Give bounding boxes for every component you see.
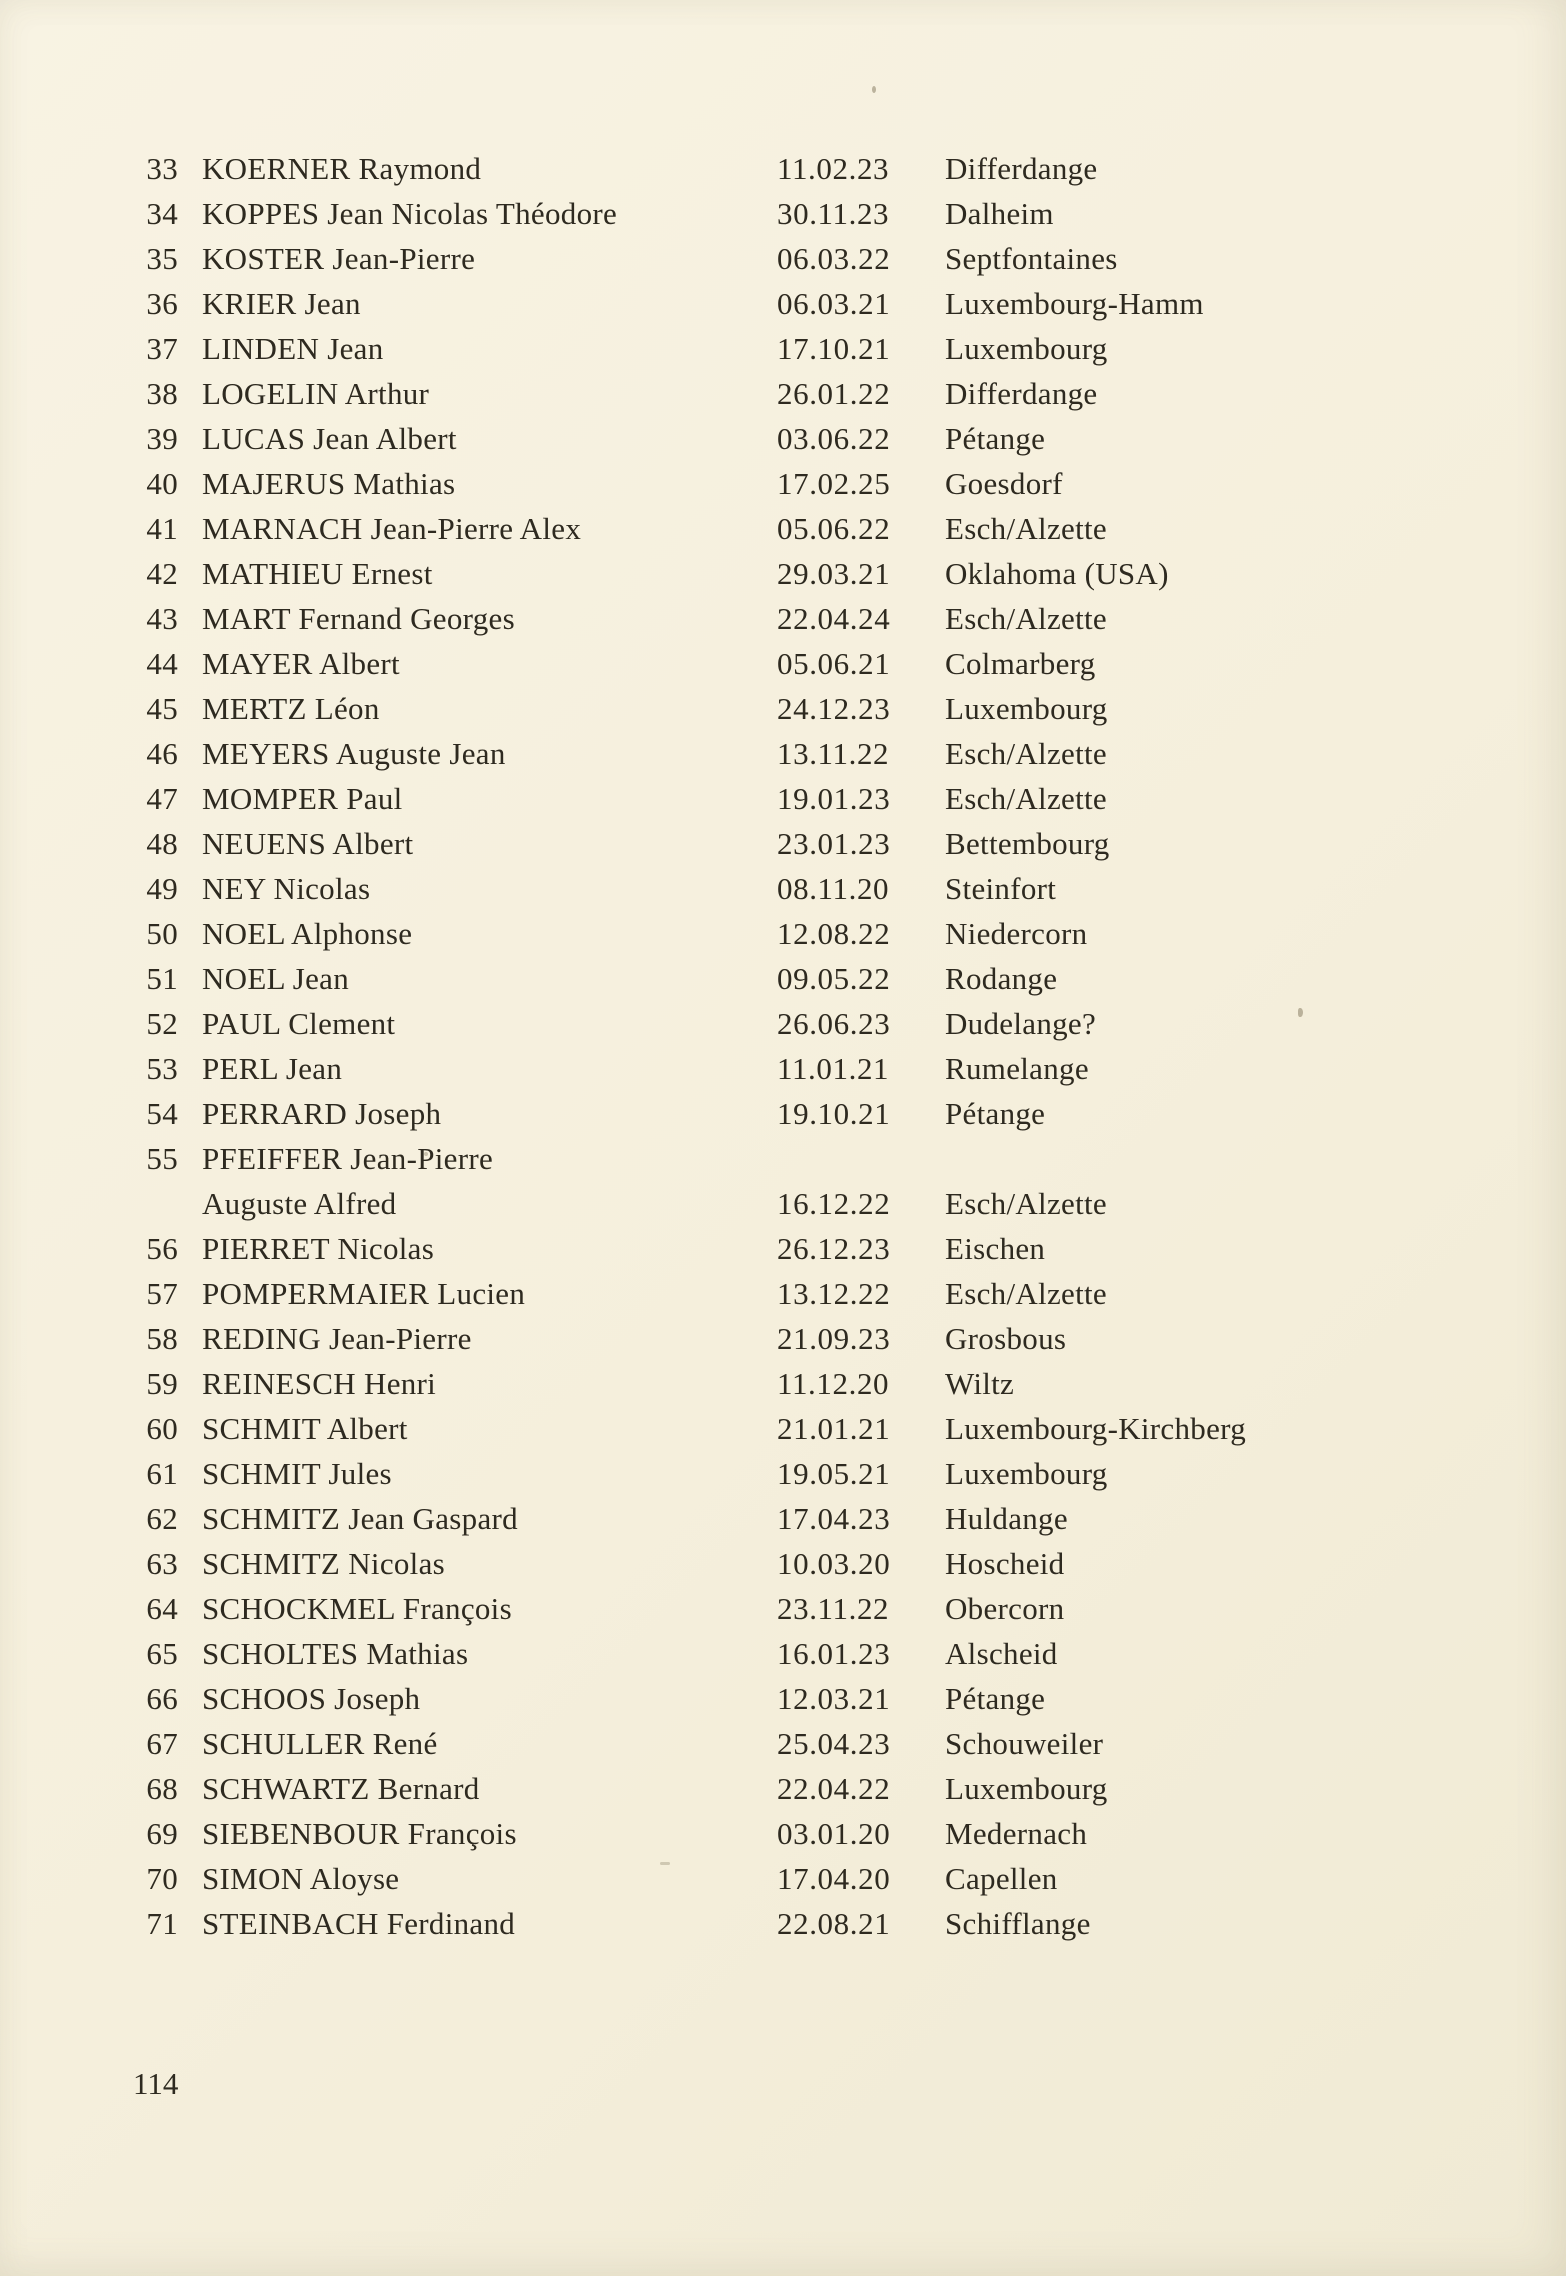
entry-row	[0, 691, 1566, 736]
entry-date: 26.01.22	[777, 376, 891, 411]
entry-number: 47	[146, 781, 178, 816]
entry-date: 13.11.22	[777, 736, 890, 771]
entry-date: 11.12.20	[777, 1366, 890, 1401]
entry-name: SCHOOS Joseph	[202, 1681, 421, 1716]
entry-name: SIMON Aloyse	[202, 1861, 400, 1896]
entry-place: Pétange	[945, 421, 1046, 456]
entry-number: 39	[146, 421, 178, 456]
entry-number: 40	[146, 466, 178, 501]
entry-place: Eischen	[945, 1231, 1046, 1266]
entry-place: Septfontaines	[945, 241, 1118, 276]
entry-place: Wiltz	[945, 1366, 1015, 1401]
entry-number: 51	[146, 961, 178, 996]
entry-date: 16.12.22	[777, 1186, 891, 1221]
entry-date: 23.01.23	[777, 826, 891, 861]
entry-name: Auguste Alfred	[202, 1186, 397, 1221]
entry-name: KOSTER Jean-Pierre	[202, 241, 476, 276]
entry-place: Hoscheid	[945, 1546, 1065, 1581]
entry-row	[0, 1321, 1566, 1366]
entry-place: Luxembourg	[945, 691, 1108, 726]
entry-row	[0, 1366, 1566, 1411]
entry-row	[0, 1771, 1566, 1816]
entry-number: 69	[146, 1816, 178, 1851]
entry-row	[0, 466, 1566, 511]
entry-row	[0, 151, 1566, 196]
scan-speck	[424, 1152, 428, 1156]
entry-place: Huldange	[945, 1501, 1068, 1536]
entry-row	[0, 736, 1566, 781]
entry-row	[0, 556, 1566, 601]
entry-date: 19.01.23	[777, 781, 891, 816]
entry-place: Steinfort	[945, 871, 1057, 906]
entry-date: 11.01.21	[777, 1051, 890, 1086]
entry-number: 53	[146, 1051, 178, 1086]
entry-place: Esch/Alzette	[945, 1276, 1107, 1311]
entry-date: 22.08.21	[777, 1906, 891, 1941]
entry-name: SCHOCKMEL François	[202, 1591, 512, 1626]
entry-date: 22.04.24	[777, 601, 891, 636]
entry-row	[0, 1006, 1566, 1051]
entry-number: 50	[146, 916, 178, 951]
entries-list	[0, 151, 1566, 1951]
entry-number: 67	[146, 1726, 178, 1761]
entry-row	[0, 1186, 1566, 1231]
entry-name: SIEBENBOUR François	[202, 1816, 517, 1851]
entry-row	[0, 1681, 1566, 1726]
entry-place: Luxembourg-Hamm	[945, 286, 1204, 321]
entry-name: SCHMIT Jules	[202, 1456, 392, 1491]
entry-row	[0, 331, 1566, 376]
entry-date: 11.02.23	[777, 151, 890, 186]
entry-row	[0, 781, 1566, 826]
entry-row	[0, 1906, 1566, 1951]
entry-row	[0, 1141, 1566, 1186]
entry-name: SCHULLER René	[202, 1726, 438, 1761]
entry-date: 26.12.23	[777, 1231, 891, 1266]
entry-place: Luxembourg-Kirchberg	[945, 1411, 1246, 1446]
entry-place: Differdange	[945, 376, 1098, 411]
entry-number: 36	[146, 286, 178, 321]
entry-number: 63	[146, 1546, 178, 1581]
entry-number: 45	[146, 691, 178, 726]
entry-row	[0, 376, 1566, 421]
entry-place: Pétange	[945, 1681, 1046, 1716]
entry-place: Differdange	[945, 151, 1098, 186]
entry-date: 13.12.22	[777, 1276, 891, 1311]
entry-place: Esch/Alzette	[945, 1186, 1107, 1221]
entry-date: 16.01.23	[777, 1636, 891, 1671]
entry-name: MOMPER Paul	[202, 781, 403, 816]
entry-place: Rumelange	[945, 1051, 1089, 1086]
entry-name: STEINBACH Ferdinand	[202, 1906, 516, 1941]
entry-date: 10.03.20	[777, 1546, 891, 1581]
entry-place: Schouweiler	[945, 1726, 1104, 1761]
entry-date: 05.06.21	[777, 646, 891, 681]
entry-date: 19.10.21	[777, 1096, 891, 1131]
entry-number: 41	[146, 511, 178, 546]
entry-name: MERTZ Léon	[202, 691, 380, 726]
entry-number: 48	[146, 826, 178, 861]
entry-place: Colmarberg	[945, 646, 1096, 681]
entry-name: KRIER Jean	[202, 286, 361, 321]
entry-number: 64	[146, 1591, 178, 1626]
entry-name: MAYER Albert	[202, 646, 400, 681]
entry-number: 33	[146, 151, 178, 186]
entry-date: 25.04.23	[777, 1726, 891, 1761]
entry-place: Bettembourg	[945, 826, 1110, 861]
entry-place: Obercorn	[945, 1591, 1065, 1626]
entry-name: LOGELIN Arthur	[202, 376, 430, 411]
entry-date: 17.02.25	[777, 466, 891, 501]
entry-number: 62	[146, 1501, 178, 1536]
entry-date: 24.12.23	[777, 691, 891, 726]
entry-name: REINESCH Henri	[202, 1366, 437, 1401]
entry-number: 46	[146, 736, 178, 771]
page-number: 114	[133, 2066, 179, 2101]
entry-number: 59	[146, 1366, 178, 1401]
entry-number: 58	[146, 1321, 178, 1356]
entry-row	[0, 1726, 1566, 1771]
entry-place: Luxembourg	[945, 1456, 1108, 1491]
entry-place: Pétange	[945, 1096, 1046, 1131]
scan-speck	[660, 1862, 670, 1865]
entry-date: 03.06.22	[777, 421, 891, 456]
entry-place: Alscheid	[945, 1636, 1058, 1671]
entry-name: PFEIFFER Jean-Pierre	[202, 1141, 494, 1176]
entry-row	[0, 421, 1566, 466]
entry-name: PAUL Clement	[202, 1006, 396, 1041]
scan-speck	[872, 86, 876, 93]
entry-row	[0, 1501, 1566, 1546]
entry-date: 21.09.23	[777, 1321, 891, 1356]
entry-date: 12.03.21	[777, 1681, 891, 1716]
entry-name: NOEL Alphonse	[202, 916, 413, 951]
entry-date: 17.04.20	[777, 1861, 891, 1896]
entry-date: 26.06.23	[777, 1006, 891, 1041]
entry-name: NOEL Jean	[202, 961, 350, 996]
entry-row	[0, 1096, 1566, 1141]
entry-number: 56	[146, 1231, 178, 1266]
entry-row	[0, 961, 1566, 1006]
entry-row	[0, 1411, 1566, 1456]
entry-name: LUCAS Jean Albert	[202, 421, 457, 456]
entry-name: PIERRET Nicolas	[202, 1231, 435, 1266]
entry-name: SCHOLTES Mathias	[202, 1636, 469, 1671]
entry-row	[0, 1051, 1566, 1096]
entry-number: 52	[146, 1006, 178, 1041]
entry-number: 55	[146, 1141, 178, 1176]
entry-number: 43	[146, 601, 178, 636]
entry-place: Esch/Alzette	[945, 511, 1107, 546]
entry-row	[0, 1861, 1566, 1906]
entry-date: 19.05.21	[777, 1456, 891, 1491]
entry-row	[0, 286, 1566, 331]
entry-row	[0, 1636, 1566, 1681]
entry-date: 29.03.21	[777, 556, 891, 591]
entry-number: 57	[146, 1276, 178, 1311]
entry-row	[0, 511, 1566, 556]
entry-number: 61	[146, 1456, 178, 1491]
entry-number: 37	[146, 331, 178, 366]
entry-name: MARNACH Jean-Pierre Alex	[202, 511, 582, 546]
entry-place: Esch/Alzette	[945, 601, 1107, 636]
entry-date: 22.04.22	[777, 1771, 891, 1806]
entry-number: 65	[146, 1636, 178, 1671]
entry-name: MART Fernand Georges	[202, 601, 515, 636]
entry-number: 35	[146, 241, 178, 276]
entry-row	[0, 196, 1566, 241]
entry-name: MAJERUS Mathias	[202, 466, 456, 501]
entry-name: POMPERMAIER Lucien	[202, 1276, 526, 1311]
entry-place: Oklahoma (USA)	[945, 556, 1169, 591]
entry-place: Rodange	[945, 961, 1058, 996]
entry-name: NEUENS Albert	[202, 826, 414, 861]
entry-number: 71	[146, 1906, 178, 1941]
entry-name: REDING Jean-Pierre	[202, 1321, 472, 1356]
entry-place: Niedercorn	[945, 916, 1088, 951]
entry-date: 17.10.21	[777, 331, 891, 366]
entry-number: 66	[146, 1681, 178, 1716]
entry-place: Esch/Alzette	[945, 781, 1107, 816]
entry-place: Luxembourg	[945, 331, 1108, 366]
entry-number: 38	[146, 376, 178, 411]
entry-row	[0, 916, 1566, 961]
entry-row	[0, 646, 1566, 691]
entry-row	[0, 1546, 1566, 1591]
entry-date: 05.06.22	[777, 511, 891, 546]
entry-place: Medernach	[945, 1816, 1088, 1851]
entry-name: MATHIEU Ernest	[202, 556, 433, 591]
entry-date: 17.04.23	[777, 1501, 891, 1536]
entry-name: SCHMITZ Jean Gaspard	[202, 1501, 518, 1536]
entry-date: 21.01.21	[777, 1411, 891, 1446]
entry-date: 12.08.22	[777, 916, 891, 951]
entry-row	[0, 241, 1566, 286]
entry-row	[0, 601, 1566, 646]
entry-date: 23.11.22	[777, 1591, 890, 1626]
entry-place: Goesdorf	[945, 466, 1063, 501]
entry-name: PERL Jean	[202, 1051, 343, 1086]
entry-date: 09.05.22	[777, 961, 891, 996]
entry-name: LINDEN Jean	[202, 331, 384, 366]
entry-row	[0, 1456, 1566, 1501]
entry-date: 03.01.20	[777, 1816, 891, 1851]
entry-date: 06.03.22	[777, 241, 891, 276]
entry-number: 34	[146, 196, 178, 231]
entry-name: SCHMIT Albert	[202, 1411, 408, 1446]
entry-number: 54	[146, 1096, 178, 1131]
entry-number: 68	[146, 1771, 178, 1806]
entry-number: 60	[146, 1411, 178, 1446]
entry-place: Capellen	[945, 1861, 1058, 1896]
scan-speck	[1298, 1008, 1303, 1017]
entry-row	[0, 871, 1566, 916]
entry-place: Grosbous	[945, 1321, 1067, 1356]
entry-number: 70	[146, 1861, 178, 1896]
entry-row	[0, 826, 1566, 871]
entry-date: 06.03.21	[777, 286, 891, 321]
entry-place: Esch/Alzette	[945, 736, 1107, 771]
entry-name: MEYERS Auguste Jean	[202, 736, 506, 771]
entry-name: KOERNER Raymond	[202, 151, 482, 186]
entry-place: Luxembourg	[945, 1771, 1108, 1806]
entry-name: SCHMITZ Nicolas	[202, 1546, 446, 1581]
entry-date: 08.11.20	[777, 871, 890, 906]
entry-row	[0, 1816, 1566, 1861]
entry-name: SCHWARTZ Bernard	[202, 1771, 480, 1806]
entry-number: 49	[146, 871, 178, 906]
entry-place: Dalheim	[945, 196, 1054, 231]
entry-name: PERRARD Joseph	[202, 1096, 442, 1131]
entry-name: NEY Nicolas	[202, 871, 371, 906]
entry-date: 30.11.23	[777, 196, 890, 231]
entry-row	[0, 1591, 1566, 1636]
entry-place: Dudelange?	[945, 1006, 1097, 1041]
entry-number: 42	[146, 556, 178, 591]
entry-number: 44	[146, 646, 178, 681]
entry-place: Schifflange	[945, 1906, 1091, 1941]
entry-row	[0, 1276, 1566, 1321]
entry-name: KOPPES Jean Nicolas Théodore	[202, 196, 618, 231]
entry-row	[0, 1231, 1566, 1276]
